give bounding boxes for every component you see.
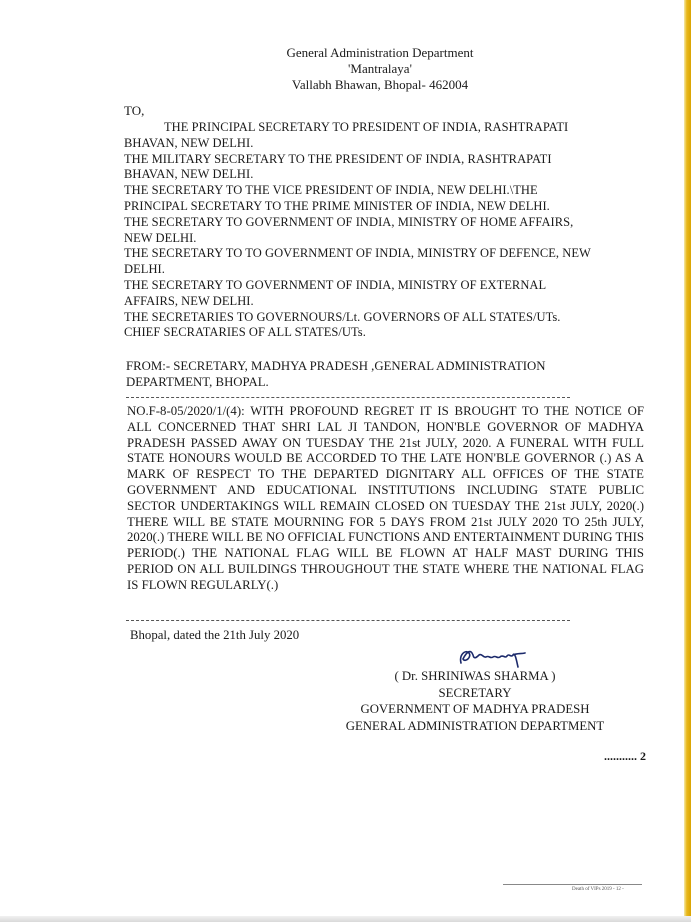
footer-note: Death of VIPs 2019 - 12 - [572, 887, 624, 892]
notice-body: NO.F-8-05/2020/1/(4): WITH PROFOUND REGRET IT IS BROUGHT TO THE NOTICE OF ALL CONCERNED THAT SHRI LAL JI TANDON, HON'BLE GOVERNOR OF MADHYA PRADESH PASSED AWAY ON TUESDAY THE 21st JULY, 2020. A FUNERAL WITH FULL STATE HONOURS WOULD BE ACCORDED TO THE LATE HON'BLE GOVERNOR (.) AS A MARK OF RESPECT TO THE DEPARTED DIGNITARY ALL OFFICES OF THE STATE GOVERNMENT AND EDUCATIONAL INSTITUTIONS INCLUDING STATE PUBLIC SECTOR UNDERTAKINGS WILL REMAIN CLOSED ON TUESDAY THE 21st JULY, 2020(.) THERE WILL BE STATE MOURNING FOR 5 DAYS FROM 21st JULY 2020 TO 25th JULY, 2020(.) THERE WILL BE NO OFFICIAL FUNCTIONS AND ENTERTAINMENT DURING THIS PERIOD(.) THE NATIONAL FLAG WILL BE FLOWN AT HALF MAST DURING THIS PERIOD ON ALL BUILDINGS THROUGHOUT THE STATE WHERE THE NATIONAL FLAG IS FLOWN REGULARLY(.) [127, 404, 644, 592]
addressee-line: THE PRINCIPAL SECRETARY TO PRESIDENT OF INDIA, RASHTRAPATI [164, 120, 569, 134]
addressee-line: CHIEF SECRATARIES OF ALL STATES/UTs. [124, 325, 366, 340]
page-bottom-shadow [0, 916, 691, 922]
divider-bottom [126, 620, 570, 621]
signatory-block [330, 668, 620, 734]
addressee-line: THE SECRETARIES TO GOVERNOURS/Lt. GOVERNORS OF ALL STATES/UTs. [124, 309, 561, 324]
dateline: Bhopal, dated the 21th July 2020 [130, 628, 300, 642]
letterhead-department: General Administration Department [286, 45, 474, 60]
addressee-line: THE SECRETARY TO TO GOVERNMENT OF INDIA, MINISTRY OF DEFENCE, NEW [124, 246, 591, 261]
addressee-line: THE SECRETARY TO THE VICE PRESIDENT OF INDIA, NEW DELHI.\THE [124, 183, 538, 198]
letterhead-building: 'Mantralaya' [348, 61, 412, 76]
addressee-line: BHAVAN, NEW DELHI. [124, 167, 254, 182]
addressee-line: PRINCIPAL SECRETARY TO THE PRIME MINISTER OF INDIA, NEW DELHI. [124, 198, 550, 213]
letterhead-address: Vallabh Bhawan, Bhopal- 462004 [291, 77, 469, 92]
addressee-line: AFFAIRS, NEW DELHI. [124, 293, 254, 308]
addressee-line: BHAVAN, NEW DELHI. [124, 135, 254, 150]
signatory-title: SECRETARY [438, 685, 512, 700]
page-continuation: ........... 2 [604, 749, 646, 763]
addressee-line: NEW DELHI. [124, 230, 197, 245]
signatory-name: ( Dr. SHRINIWAS SHARMA ) [394, 669, 556, 683]
letterhead [250, 45, 510, 93]
addressee-line: DELHI. [124, 262, 165, 277]
signatory-org: GOVERNMENT OF MADHYA PRADESH [360, 702, 590, 716]
addressee-line: THE SECRETARY TO GOVERNMENT OF INDIA, MINISTRY OF HOME AFFAIRS, [124, 214, 574, 229]
footer-rule [503, 884, 642, 885]
page-edge-accent [684, 0, 691, 922]
addressee-line: THE MILITARY SECRETARY TO THE PRESIDENT OF INDIA, RASHTRAPATI [124, 151, 552, 166]
addressee-list [124, 120, 644, 341]
addressee-line: THE SECRETARY TO GOVERNMENT OF INDIA, MINISTRY OF EXTERNAL [124, 277, 547, 292]
divider-top [126, 397, 570, 398]
from-block [126, 358, 626, 390]
to-label: TO, [124, 103, 145, 118]
signatory-department: GENERAL ADMINISTRATION DEPARTMENT [345, 718, 605, 733]
from-line: DEPARTMENT, BHOPAL. [126, 375, 269, 389]
from-line: FROM:- SECRETARY, MADHYA PRADESH ,GENERAL ADMINISTRATION [126, 359, 546, 373]
